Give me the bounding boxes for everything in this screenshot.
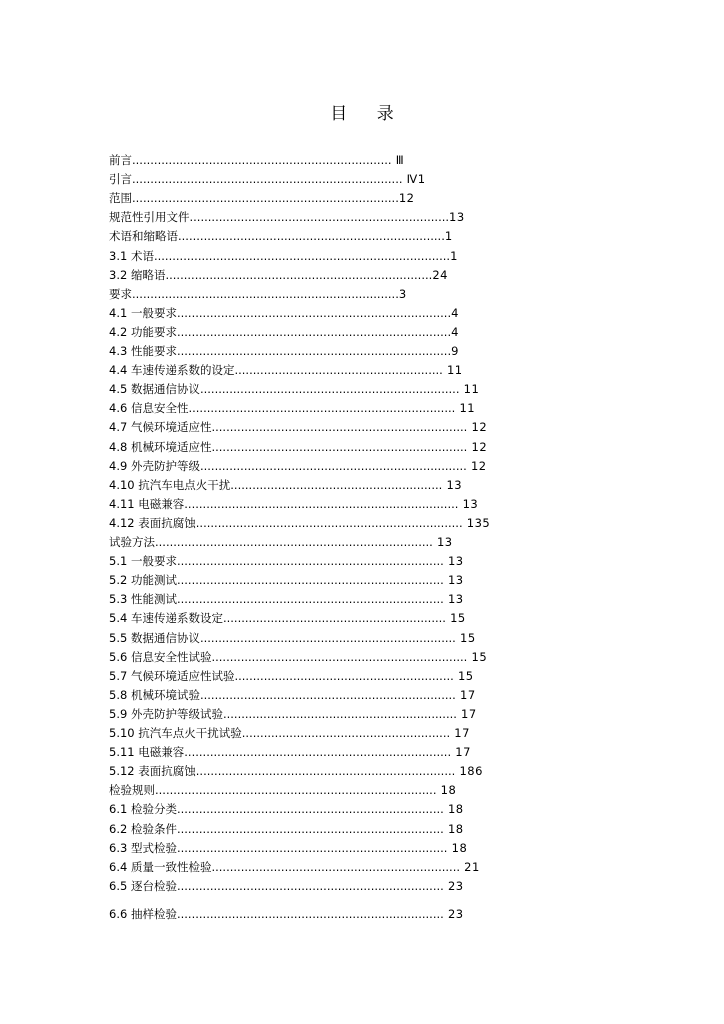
toc-entry-leader: ......................................................................... — [132, 286, 399, 301]
toc-entry-title: 范围 — [109, 191, 132, 206]
toc-entry[interactable] — [109, 762, 483, 781]
toc-entry-leader: ........................................................................... — [176, 324, 452, 339]
toc-entry-leader: ......................................................................... — [176, 554, 444, 569]
toc-entry-leader: ......................................................................... — [176, 592, 444, 607]
toc-entry-page: 13 — [449, 210, 465, 225]
toc-entry[interactable] — [109, 609, 466, 628]
toc-entry-page: 11 — [459, 382, 480, 397]
toc-entry-leader: ...................................................................... — [199, 630, 456, 645]
toc-entry-title: 5.6 信息安全性试验 — [109, 649, 212, 664]
toc-entry-leader: ......................................................................... — [195, 515, 463, 530]
toc-entry-page: 12 — [466, 458, 487, 473]
toc-entry[interactable] — [109, 476, 462, 495]
toc-entry[interactable] — [109, 571, 464, 590]
toc-entry-leader: ............................................................................ — [155, 535, 433, 549]
toc-entry[interactable] — [109, 247, 458, 266]
toc-entry-leader: ......................................................................... — [178, 229, 445, 244]
toc-entry-page: 13 — [443, 573, 464, 588]
toc-entry-leader: ......................................................................... — [176, 802, 444, 817]
toc-entry-title: 4.11 电磁兼容 — [109, 496, 185, 511]
toc-entry[interactable] — [109, 905, 464, 924]
toc-entry[interactable] — [109, 724, 470, 743]
toc-entry-title: 4.10 抗汽车电点火干扰 — [109, 477, 231, 492]
toc-entry-page: 15 — [467, 649, 488, 664]
toc-entry[interactable] — [109, 552, 464, 571]
toc-entry-page: 17 — [450, 726, 470, 740]
toc-entry-title: 要求 — [109, 286, 132, 301]
toc-entry-page: 9 — [451, 344, 459, 358]
toc-entry-page: 12 — [467, 439, 488, 454]
toc-entry-title: 6.6 抽样检验 — [109, 906, 177, 921]
toc-entry[interactable] — [109, 648, 487, 667]
toc-entry-title: 5.4 车速传递系数设定 — [109, 611, 223, 626]
toc-entry-page: 1 — [450, 248, 458, 263]
toc-entry[interactable] — [109, 667, 474, 686]
toc-entry-leader: ........................................................................... — [176, 344, 452, 358]
toc-entry[interactable] — [109, 151, 404, 170]
toc-entry-title: 5.11 电磁兼容 — [109, 745, 185, 760]
toc-entry[interactable] — [109, 839, 467, 858]
toc-entry-page: Ⅳ1 — [402, 172, 426, 187]
toc-entry[interactable] — [109, 399, 475, 418]
toc-entry-title: 6.4 质量一致性检验 — [109, 859, 212, 874]
toc-title: 目 录 — [330, 104, 406, 124]
toc-entry-page: 15 — [455, 630, 476, 645]
toc-entry-leader: .................................................................... — [211, 859, 461, 874]
toc-entry-leader: ......................................................................... — [199, 458, 467, 473]
toc-entry-title: 5.12 表面抗腐蚀 — [109, 764, 196, 779]
toc-entry[interactable] — [109, 743, 471, 762]
toc-entry-page: 17 — [456, 706, 477, 721]
toc-entry[interactable] — [109, 189, 415, 208]
toc-entry[interactable] — [109, 361, 463, 380]
toc-entry-leader: ....................................................................... — [189, 210, 450, 225]
toc-entry-page: 24 — [432, 267, 448, 282]
toc-entry-page: 11 — [455, 401, 476, 416]
toc-entry-title: 5.5 数据通信协议 — [109, 630, 200, 645]
toc-entry-page: 21 — [460, 859, 480, 874]
toc-entry-title: 试验方法 — [109, 535, 155, 549]
toc-entry-title: 引言 — [109, 172, 132, 187]
toc-entry[interactable] — [109, 877, 464, 896]
toc-entry-leader: ............................................................ — [234, 668, 454, 683]
toc-entry-leader: ......................................................................... — [165, 267, 433, 282]
toc-entry[interactable] — [109, 590, 464, 609]
toc-entry-leader: ......................................................... — [241, 726, 451, 740]
toc-entry-title: 3.1 术语 — [109, 248, 154, 263]
toc-entry[interactable] — [109, 438, 487, 457]
toc-entry-title: 4.3 性能要求 — [109, 344, 177, 358]
toc-entry-page: 11 — [442, 363, 463, 378]
toc-entry[interactable] — [109, 820, 464, 839]
toc-entry[interactable] — [109, 514, 490, 533]
toc-entry-page: 135 — [462, 515, 491, 530]
toc-entry-title: 6.5 逐台检验 — [109, 878, 177, 893]
toc-entry-page: 4 — [451, 305, 459, 320]
toc-entry[interactable] — [109, 800, 464, 819]
toc-entry-leader: ....................................................................... — [132, 153, 392, 167]
toc-entry-leader: ...................................................................... — [211, 439, 468, 454]
toc-entry-page: 18 — [447, 840, 468, 855]
toc-entry-title: 4.9 外壳防护等级 — [109, 458, 200, 473]
toc-entry-page: 186 — [455, 764, 483, 779]
toc-entry-page: 13 — [442, 477, 463, 492]
toc-entry[interactable] — [109, 304, 459, 323]
toc-entry-title: 术语和缩略语 — [109, 229, 178, 244]
toc-entry-title: 6.3 型式检验 — [109, 840, 177, 855]
toc-entry-leader: ...................................................................... — [211, 420, 468, 435]
toc-entry-leader: ............................................................. — [222, 611, 446, 626]
toc-entry-title: 3.2 缩略语 — [109, 267, 166, 282]
toc-entry[interactable] — [109, 858, 480, 877]
toc-entry-page: 13 — [443, 592, 464, 607]
toc-entry[interactable] — [109, 629, 476, 648]
toc-entry-leader: ....................................................................... — [195, 764, 456, 779]
toc-entry[interactable] — [109, 380, 479, 399]
toc-entry-title: 4.5 数据通信协议 — [109, 382, 200, 397]
toc-entry-title: 4.4 车速传递系数的设定 — [109, 363, 235, 378]
toc-entry-page: 12 — [398, 191, 415, 206]
toc-entry-title: 6.2 检验条件 — [109, 821, 177, 836]
toc-entry-leader: ................................................................................. — [153, 248, 451, 263]
toc-entry-leader: ................................................................ — [222, 706, 457, 721]
toc-entry-title: 5.7 气候环境适应性试验 — [109, 668, 235, 683]
toc-entry[interactable] — [109, 533, 453, 552]
toc-entry-title: 4.8 机械环境适应性 — [109, 439, 212, 454]
toc-entry[interactable] — [109, 457, 487, 476]
toc-entry-title: 4.1 一般要求 — [109, 305, 177, 320]
toc-entry[interactable] — [109, 323, 459, 342]
toc-entry[interactable] — [109, 170, 426, 189]
toc-entry-leader: ......................................................... — [234, 363, 443, 378]
toc-entry-page: 12 — [467, 420, 488, 435]
toc-entry-page: 4 — [451, 324, 459, 339]
toc-entry-page: 18 — [443, 821, 464, 836]
toc-entry[interactable] — [109, 781, 456, 800]
toc-entry-page: 13 — [432, 535, 453, 549]
toc-entry-page: 23 — [443, 906, 464, 921]
toc-entry[interactable] — [109, 266, 448, 285]
toc-entry-leader: ............................................................................. — [155, 783, 437, 798]
toc-entry-title: 5.8 机械环境试验 — [109, 687, 200, 702]
toc-entry-title: 前言 — [109, 153, 132, 167]
toc-entry-title: 5.2 功能测试 — [109, 573, 177, 588]
toc-entry-leader: ....................................................................... — [199, 382, 460, 397]
toc-entry[interactable] — [109, 208, 465, 227]
toc-entry-page: 17 — [451, 745, 471, 760]
toc-entry-leader: ......................................................................... — [176, 878, 444, 893]
toc-entry-page: 18 — [443, 802, 464, 817]
toc-entry-title: 5.1 一般要求 — [109, 554, 177, 569]
toc-entry-page: 18 — [436, 783, 457, 798]
toc-entry-page: 15 — [453, 668, 474, 683]
toc-entry-page: 1 — [444, 229, 453, 244]
toc-entry-leader: ...................................................................... — [199, 687, 456, 702]
toc-entry-leader: ...................................................................... — [211, 649, 468, 664]
toc-entry-leader: ........................................................................... — [176, 305, 452, 320]
toc-entry[interactable] — [109, 285, 407, 304]
toc-entry-page: 13 — [458, 496, 479, 511]
toc-entry-page: 17 — [455, 687, 476, 702]
toc-entry-leader: ......................................................................... — [176, 906, 444, 921]
toc-entry-leader: ......................................................................... — [176, 573, 444, 588]
toc-entry[interactable] — [109, 686, 476, 705]
toc-entry-title: 6.1 检验分类 — [109, 802, 177, 817]
toc-entry[interactable] — [109, 227, 453, 246]
toc-entry-title: 4.2 功能要求 — [109, 324, 177, 339]
toc-entry[interactable] — [109, 495, 478, 514]
toc-entry-leader: ......................................................................... — [184, 745, 452, 760]
toc-entry-page: 3 — [398, 286, 407, 301]
toc-entry-leader: ......................................................................... — [176, 821, 444, 836]
toc-entry[interactable] — [109, 705, 477, 724]
toc-entry[interactable] — [109, 418, 487, 437]
toc-entry[interactable] — [109, 342, 459, 361]
toc-entry-title: 4.12 表面抗腐蚀 — [109, 515, 196, 530]
toc-entry-page: Ⅲ — [391, 153, 405, 167]
toc-entry-title: 5.3 性能测试 — [109, 592, 177, 607]
toc-entry-page: 23 — [443, 878, 464, 893]
toc-entry-leader: ......................................................................... — [188, 401, 456, 416]
toc-entry-page: 15 — [445, 611, 466, 626]
toc-entry-title: 检验规则 — [109, 783, 155, 798]
toc-entry-leader: .......................................................... — [230, 477, 443, 492]
toc-entry-leader: .......................................................................... — [132, 172, 403, 187]
toc-entry-page: 13 — [443, 554, 464, 569]
toc-entry-title: 4.6 信息安全性 — [109, 401, 189, 416]
toc-entry-title: 5.9 外壳防护等级试验 — [109, 706, 223, 721]
toc-entry-leader: ......................................................................... — [132, 191, 399, 206]
toc-entry-title: 5.10 抗汽车点火干扰试验 — [109, 726, 242, 740]
toc-entry-title: 规范性引用文件 — [109, 210, 190, 225]
toc-entry-title: 4.7 气候环境适应性 — [109, 420, 212, 435]
toc-entry-leader: ........................................................................... — [184, 496, 459, 511]
toc-entry-leader: .......................................................................... — [176, 840, 448, 855]
